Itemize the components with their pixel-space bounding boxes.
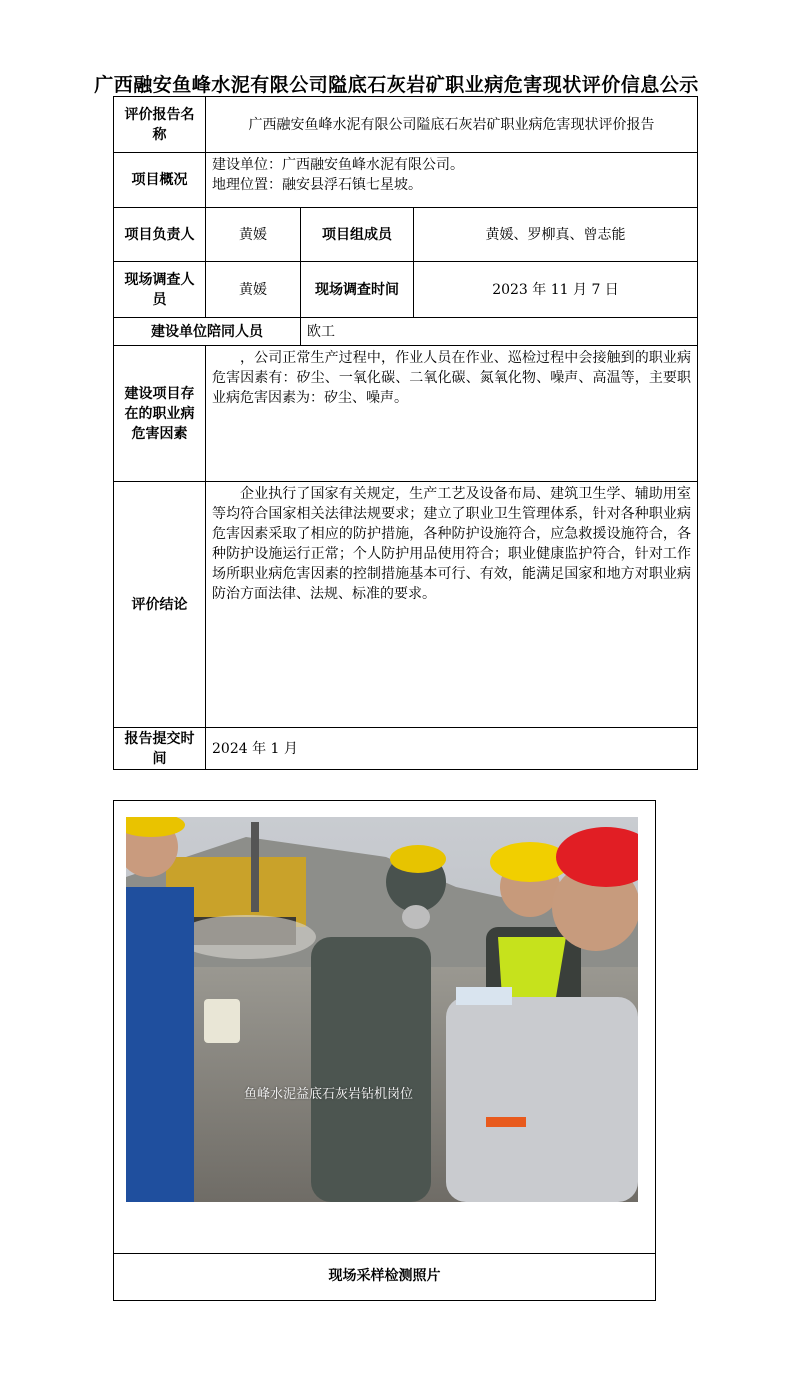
report-name-value: 广西融安鱼峰水泥有限公司隘底石灰岩矿职业病危害现状评价报告 [206, 97, 698, 153]
leader-label: 项目负责人 [114, 208, 206, 262]
site-photo-illustration [126, 817, 638, 1202]
survey-time-value: 2023 年 11 月 7 日 [414, 262, 698, 318]
conclusion-label: 评价结论 [114, 482, 206, 728]
surveyor-label: 现场调查人员 [114, 262, 206, 318]
conclusion-value: 企业执行了国家有关规定，生产工艺及设备布局、建筑卫生学、辅助用室等均符合国家相关法律法规要求；建立了职业卫生管理体系，针对各种职业病危害因素采取了相应的防护措施，各种防护设施符合，应急救援设施符合，各种防护设施运行正常；个人防护用品使用符合；职业健康监护符合，针对工作场所职业病危害因素的控制措施基本可行、有效，能满足国家和地方对职业病防治方面法律、法规、标准的要求。 [206, 482, 698, 728]
site-photo [126, 817, 638, 1202]
overview-line2: 地理位置：融安县浮石镇七星坡。 [212, 177, 422, 193]
hazards-value: ，公司正常生产过程中，作业人员在作业、巡检过程中会接触到的职业病危害因素有：矽尘、一氧化碳、二氧化碳、氮氧化物、噪声、高温等，主要职业病危害因素为：矽尘、噪声。 [206, 346, 698, 482]
photo-overlay-text: 鱼峰水泥益底石灰岩钻机岗位 [244, 1087, 414, 1102]
photo-caption: 现场采样检测照片 [328, 1268, 441, 1284]
submit-value: 2024 年 1 月 [206, 728, 698, 770]
overview-value [206, 153, 698, 208]
photo-box [113, 800, 656, 1301]
page-title: 广西融安鱼峰水泥有限公司隘底石灰岩矿职业病危害现状评价信息公示 [94, 74, 699, 96]
members-value: 黄媛、罗柳真、曾志能 [414, 208, 698, 262]
leader-value: 黄媛 [206, 208, 301, 262]
escort-value: 欧工 [301, 318, 698, 346]
surveyor-value: 黄媛 [206, 262, 301, 318]
escort-label: 建设单位陪同人员 [114, 318, 301, 346]
survey-time-label: 现场调查时间 [301, 262, 414, 318]
members-label: 项目组成员 [301, 208, 414, 262]
overview-line1: 建设单位：广西融安鱼峰水泥有限公司。 [212, 157, 464, 173]
submit-label: 报告提交时间 [114, 728, 206, 770]
report-name-label: 评价报告名称 [114, 97, 206, 153]
hazards-label: 建设项目存在的职业病危害因素 [114, 346, 206, 482]
info-table [113, 96, 698, 770]
photo-divider [114, 1253, 655, 1254]
overview-label: 项目概况 [114, 153, 206, 208]
